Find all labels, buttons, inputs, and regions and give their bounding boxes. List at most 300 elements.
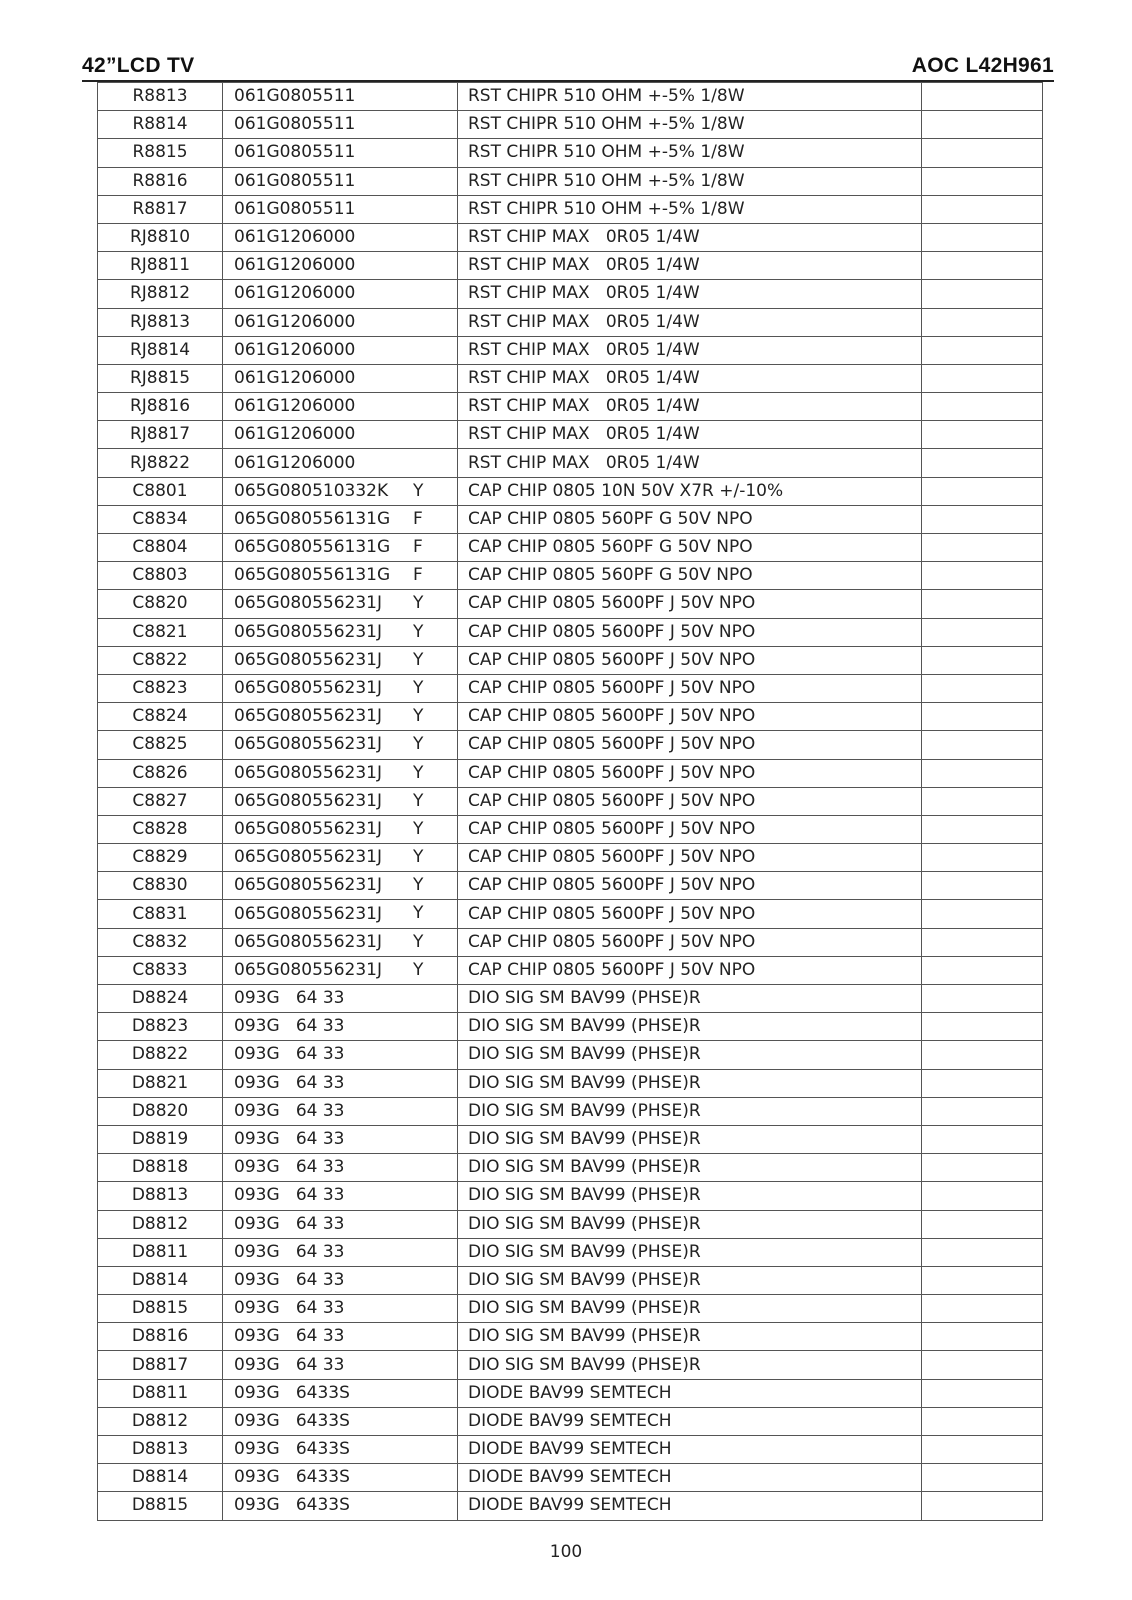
part-description: CAP CHIP 0805 5600PF J 50V NPO (458, 956, 922, 984)
note-cell (922, 1492, 1043, 1520)
part-description: DIO SIG SM BAV99 (PHSE)R (458, 1210, 922, 1238)
part-suffix: F (413, 565, 423, 586)
part-number: 093G 64 33 (234, 1298, 345, 1319)
part-number-cell (223, 1069, 458, 1097)
part-description: RST CHIP MAX 0R05 1/4W (458, 421, 922, 449)
part-number-cell (223, 1464, 458, 1492)
part-description: CAP CHIP 0805 560PF G 50V NPO (458, 505, 922, 533)
part-description: DIO SIG SM BAV99 (PHSE)R (458, 1013, 922, 1041)
ref-designator: R8815 (98, 139, 223, 167)
part-number-cell (223, 1041, 458, 1069)
part-number: 061G1206000 (234, 452, 356, 473)
note-cell (922, 985, 1043, 1013)
part-number: 093G 64 33 (234, 1072, 345, 1093)
part-number: 061G1206000 (234, 424, 356, 445)
part-number: 061G1206000 (234, 367, 356, 388)
part-number-cell (223, 1436, 458, 1464)
table-row (98, 195, 1043, 223)
part-number-cell (223, 759, 458, 787)
part-description: RST CHIP MAX 0R05 1/4W (458, 364, 922, 392)
part-suffix: Y (413, 762, 424, 783)
part-description: DIODE BAV99 SEMTECH (458, 1464, 922, 1492)
part-suffix: F (413, 508, 423, 529)
part-number-cell (223, 364, 458, 392)
part-number-cell (223, 1238, 458, 1266)
table-row (98, 167, 1043, 195)
part-number: 065G080510332K (234, 480, 389, 501)
part-number: 061G0805511 (234, 114, 356, 135)
part-number-cell (223, 393, 458, 421)
part-number-cell (223, 1013, 458, 1041)
ref-designator: D8817 (98, 1351, 223, 1379)
table-row (98, 590, 1043, 618)
part-description: DIODE BAV99 SEMTECH (458, 1407, 922, 1435)
ref-designator: C8825 (98, 731, 223, 759)
part-number: 093G 64 33 (234, 1044, 345, 1065)
part-number: 065G080556231J (234, 903, 382, 924)
part-number: 065G080556231J (234, 959, 382, 980)
table-row (98, 223, 1043, 251)
part-description: DIO SIG SM BAV99 (PHSE)R (458, 1125, 922, 1153)
part-number-cell (223, 815, 458, 843)
part-suffix: F (413, 537, 423, 557)
model-name: AOC L42H961 (911, 54, 1054, 77)
ref-designator: R8813 (98, 83, 223, 111)
table-row (98, 111, 1043, 139)
ref-designator: D8814 (98, 1464, 223, 1492)
ref-designator: C8820 (98, 590, 223, 618)
part-number: 065G080556131G (234, 565, 391, 586)
note-cell (922, 449, 1043, 477)
note-cell (922, 195, 1043, 223)
note-cell (922, 252, 1043, 280)
part-number-cell (223, 252, 458, 280)
note-cell (922, 364, 1043, 392)
note-cell (922, 872, 1043, 900)
part-description: DIO SIG SM BAV99 (PHSE)R (458, 1069, 922, 1097)
note-cell (922, 1125, 1043, 1153)
note-cell (922, 1238, 1043, 1266)
part-description: CAP CHIP 0805 5600PF J 50V NPO (458, 674, 922, 702)
table-row (98, 1154, 1043, 1182)
part-suffix: Y (413, 593, 424, 614)
part-number: 065G080556131G (234, 537, 391, 558)
part-number-cell (223, 674, 458, 702)
part-description: RST CHIPR 510 OHM +-5% 1/8W (458, 167, 922, 195)
ref-designator: C8801 (98, 477, 223, 505)
table-row (98, 1266, 1043, 1294)
ref-designator: D8822 (98, 1041, 223, 1069)
note-cell (922, 1097, 1043, 1125)
table-row (98, 1379, 1043, 1407)
table-row (98, 449, 1043, 477)
table-row (98, 900, 1043, 928)
note-cell (922, 787, 1043, 815)
part-description: CAP CHIP 0805 5600PF J 50V NPO (458, 759, 922, 787)
part-number: 065G080556231J (234, 762, 382, 783)
part-number-cell (223, 590, 458, 618)
part-number: 093G 64 33 (234, 1185, 345, 1206)
table-row (98, 844, 1043, 872)
table-row (98, 618, 1043, 646)
table-row (98, 1125, 1043, 1153)
note-cell (922, 1295, 1043, 1323)
note-cell (922, 1041, 1043, 1069)
part-description: DIO SIG SM BAV99 (PHSE)R (458, 1041, 922, 1069)
part-suffix: Y (413, 621, 424, 642)
part-description: RST CHIPR 510 OHM +-5% 1/8W (458, 83, 922, 111)
note-cell (922, 1069, 1043, 1097)
table-row (98, 1407, 1043, 1435)
part-number: 093G 6433S (234, 1410, 350, 1431)
part-number-cell (223, 703, 458, 731)
note-cell (922, 393, 1043, 421)
note-cell (922, 731, 1043, 759)
part-number-cell (223, 111, 458, 139)
table-row (98, 562, 1043, 590)
part-number-cell (223, 195, 458, 223)
part-number-cell (223, 505, 458, 533)
note-cell (922, 1182, 1043, 1210)
table-row (98, 252, 1043, 280)
part-number-cell (223, 1097, 458, 1125)
ref-designator: D8818 (98, 1154, 223, 1182)
part-description: CAP CHIP 0805 5600PF J 50V NPO (458, 787, 922, 815)
part-number: 065G080556231J (234, 875, 382, 896)
part-suffix: Y (413, 677, 424, 698)
part-number-cell (223, 985, 458, 1013)
part-description: CAP CHIP 0805 5600PF J 50V NPO (458, 900, 922, 928)
note-cell (922, 83, 1043, 111)
ref-designator: D8819 (98, 1125, 223, 1153)
ref-designator: RJ8812 (98, 280, 223, 308)
table-row (98, 815, 1043, 843)
ref-designator: D8815 (98, 1492, 223, 1520)
note-cell (922, 590, 1043, 618)
part-number: 093G 64 33 (234, 988, 345, 1009)
ref-designator: C8833 (98, 956, 223, 984)
table-row (98, 1464, 1043, 1492)
part-number-cell (223, 618, 458, 646)
note-cell (922, 477, 1043, 505)
ref-designator: C8804 (98, 534, 223, 562)
ref-designator: C8830 (98, 872, 223, 900)
ref-designator: C8827 (98, 787, 223, 815)
part-number-cell (223, 1154, 458, 1182)
note-cell (922, 562, 1043, 590)
part-number: 093G 64 33 (234, 1326, 345, 1347)
note-cell (922, 674, 1043, 702)
part-suffix: Y (413, 818, 424, 839)
ref-designator: D8812 (98, 1210, 223, 1238)
part-number: 061G0805511 (234, 142, 356, 163)
part-number: 065G080556231J (234, 847, 382, 868)
part-number-cell (223, 139, 458, 167)
note-cell (922, 1210, 1043, 1238)
note-cell (922, 1323, 1043, 1351)
part-description: DIO SIG SM BAV99 (PHSE)R (458, 985, 922, 1013)
part-number-cell (223, 534, 458, 562)
part-number: 065G080556231J (234, 931, 382, 952)
table-row (98, 1351, 1043, 1379)
part-number-cell (223, 223, 458, 251)
part-description: CAP CHIP 0805 5600PF J 50V NPO (458, 872, 922, 900)
ref-designator: D8824 (98, 985, 223, 1013)
note-cell (922, 646, 1043, 674)
ref-designator: D8815 (98, 1295, 223, 1323)
part-suffix: Y (413, 480, 424, 501)
note-cell (922, 111, 1043, 139)
part-description: CAP CHIP 0805 5600PF J 50V NPO (458, 703, 922, 731)
ref-designator: RJ8822 (98, 449, 223, 477)
part-description: DIO SIG SM BAV99 (PHSE)R (458, 1323, 922, 1351)
table-row (98, 280, 1043, 308)
table-row (98, 139, 1043, 167)
ref-designator: C8821 (98, 618, 223, 646)
part-number: 061G1206000 (234, 283, 356, 304)
table-row (98, 1238, 1043, 1266)
part-number: 061G1206000 (234, 339, 356, 360)
ref-designator: C8829 (98, 844, 223, 872)
part-number-cell (223, 562, 458, 590)
part-description: CAP CHIP 0805 5600PF J 50V NPO (458, 928, 922, 956)
part-number: 093G 64 33 (234, 1241, 345, 1262)
part-description: CAP CHIP 0805 560PF G 50V NPO (458, 534, 922, 562)
table-row (98, 1041, 1043, 1069)
part-number-cell (223, 336, 458, 364)
ref-designator: C8832 (98, 928, 223, 956)
ref-designator: C8831 (98, 900, 223, 928)
note-cell (922, 703, 1043, 731)
part-description: DIO SIG SM BAV99 (PHSE)R (458, 1266, 922, 1294)
part-number: 093G 64 33 (234, 1354, 345, 1375)
part-number-cell (223, 646, 458, 674)
note-cell (922, 223, 1043, 251)
table-row (98, 421, 1043, 449)
table-row (98, 872, 1043, 900)
part-number: 065G080556231J (234, 818, 382, 839)
ref-designator: D8811 (98, 1238, 223, 1266)
ref-designator: D8812 (98, 1407, 223, 1435)
part-description: RST CHIP MAX 0R05 1/4W (458, 308, 922, 336)
ref-designator: RJ8810 (98, 223, 223, 251)
ref-designator: R8814 (98, 111, 223, 139)
ref-designator: D8816 (98, 1323, 223, 1351)
note-cell (922, 618, 1043, 646)
part-number-cell (223, 900, 458, 928)
part-number-cell (223, 167, 458, 195)
part-description: RST CHIP MAX 0R05 1/4W (458, 223, 922, 251)
part-number-cell (223, 1492, 458, 1520)
part-number-cell (223, 1351, 458, 1379)
note-cell (922, 421, 1043, 449)
table-row (98, 364, 1043, 392)
ref-designator: C8828 (98, 815, 223, 843)
part-number: 065G080556231J (234, 790, 382, 811)
part-number-cell (223, 421, 458, 449)
part-number: 065G080556131G (234, 508, 391, 529)
ref-designator: R8817 (98, 195, 223, 223)
part-description: DIO SIG SM BAV99 (PHSE)R (458, 1097, 922, 1125)
note-cell (922, 759, 1043, 787)
part-suffix: Y (413, 734, 424, 755)
part-number-cell (223, 956, 458, 984)
part-number: 061G0805511 (234, 86, 356, 107)
part-number-cell (223, 1266, 458, 1294)
ref-designator: RJ8817 (98, 421, 223, 449)
ref-designator: D8811 (98, 1379, 223, 1407)
table-row (98, 1069, 1043, 1097)
note-cell (922, 1351, 1043, 1379)
part-description: CAP CHIP 0805 5600PF J 50V NPO (458, 618, 922, 646)
part-description: RST CHIP MAX 0R05 1/4W (458, 449, 922, 477)
table-row (98, 1097, 1043, 1125)
ref-designator: D8813 (98, 1182, 223, 1210)
ref-designator: RJ8813 (98, 308, 223, 336)
table-row (98, 1013, 1043, 1041)
part-number-cell (223, 872, 458, 900)
part-suffix: Y (413, 959, 424, 980)
part-description: DIO SIG SM BAV99 (PHSE)R (458, 1295, 922, 1323)
parts-table-body (98, 83, 1043, 1521)
part-number-cell (223, 844, 458, 872)
table-row (98, 308, 1043, 336)
part-number-cell (223, 731, 458, 759)
table-row (98, 674, 1043, 702)
table-row (98, 787, 1043, 815)
table-row (98, 646, 1043, 674)
part-number-cell (223, 1379, 458, 1407)
table-row (98, 1210, 1043, 1238)
part-suffix: Y (413, 931, 424, 952)
page-number: 100 (549, 1542, 583, 1562)
note-cell (922, 1436, 1043, 1464)
part-suffix: Y (413, 847, 424, 868)
part-description: DIODE BAV99 SEMTECH (458, 1436, 922, 1464)
part-description: RST CHIPR 510 OHM +-5% 1/8W (458, 139, 922, 167)
note-cell (922, 844, 1043, 872)
ref-designator: C8834 (98, 505, 223, 533)
part-description: RST CHIP MAX 0R05 1/4W (458, 252, 922, 280)
part-description: RST CHIP MAX 0R05 1/4W (458, 393, 922, 421)
part-description: RST CHIPR 510 OHM +-5% 1/8W (458, 195, 922, 223)
ref-designator: D8813 (98, 1436, 223, 1464)
part-number-cell (223, 928, 458, 956)
part-description: CAP CHIP 0805 5600PF J 50V NPO (458, 844, 922, 872)
part-number: 065G080556231J (234, 706, 382, 727)
ref-designator: D8821 (98, 1069, 223, 1097)
note-cell (922, 1266, 1043, 1294)
parts-table (97, 82, 1043, 1521)
part-description: DIO SIG SM BAV99 (PHSE)R (458, 1182, 922, 1210)
table-row (98, 534, 1043, 562)
part-number: 061G1206000 (234, 311, 356, 332)
part-description: DIO SIG SM BAV99 (PHSE)R (458, 1238, 922, 1266)
part-number: 061G0805511 (234, 198, 356, 219)
note-cell (922, 336, 1043, 364)
part-number-cell (223, 280, 458, 308)
part-description: DIODE BAV99 SEMTECH (458, 1492, 922, 1520)
part-number: 093G 6433S (234, 1467, 350, 1488)
part-number-cell (223, 1125, 458, 1153)
table-row (98, 985, 1043, 1013)
note-cell (922, 280, 1043, 308)
part-number-cell (223, 477, 458, 505)
part-number-cell (223, 308, 458, 336)
note-cell (922, 900, 1043, 928)
ref-designator: D8814 (98, 1266, 223, 1294)
table-row (98, 393, 1043, 421)
part-suffix: Y (413, 903, 424, 924)
ref-designator: RJ8816 (98, 393, 223, 421)
part-number: 093G 64 33 (234, 1016, 345, 1037)
table-row (98, 703, 1043, 731)
ref-designator: C8826 (98, 759, 223, 787)
part-number: 065G080556231J (234, 678, 382, 699)
part-number: 093G 64 33 (234, 1100, 345, 1121)
table-row (98, 1182, 1043, 1210)
note-cell (922, 815, 1043, 843)
part-number: 093G 6433S (234, 1382, 350, 1403)
ref-designator: RJ8811 (98, 252, 223, 280)
part-number-cell (223, 1210, 458, 1238)
ref-designator: R8816 (98, 167, 223, 195)
part-number: 093G 64 33 (234, 1157, 345, 1178)
table-row (98, 1492, 1043, 1520)
part-number-cell (223, 1295, 458, 1323)
part-number-cell (223, 1182, 458, 1210)
note-cell (922, 1013, 1043, 1041)
part-description: RST CHIP MAX 0R05 1/4W (458, 280, 922, 308)
table-row (98, 928, 1043, 956)
part-description: CAP CHIP 0805 10N 50V X7R +/-10% (458, 477, 922, 505)
part-description: CAP CHIP 0805 5600PF J 50V NPO (458, 815, 922, 843)
part-number: 061G0805511 (234, 170, 356, 191)
part-description: CAP CHIP 0805 560PF G 50V NPO (458, 562, 922, 590)
part-number: 061G1206000 (234, 255, 356, 276)
ref-designator: RJ8814 (98, 336, 223, 364)
part-number: 065G080556231J (234, 621, 382, 642)
part-description: CAP CHIP 0805 5600PF J 50V NPO (458, 646, 922, 674)
doc-title: 42”LCD TV (82, 54, 195, 77)
table-row (98, 336, 1043, 364)
ref-designator: C8803 (98, 562, 223, 590)
note-cell (922, 1407, 1043, 1435)
note-cell (922, 167, 1043, 195)
part-description: DIODE BAV99 SEMTECH (458, 1379, 922, 1407)
part-description: DIO SIG SM BAV99 (PHSE)R (458, 1154, 922, 1182)
part-suffix: Y (413, 875, 424, 896)
part-suffix: Y (413, 706, 424, 727)
table-row (98, 477, 1043, 505)
table-row (98, 1323, 1043, 1351)
note-cell (922, 928, 1043, 956)
note-cell (922, 956, 1043, 984)
part-description: CAP CHIP 0805 5600PF J 50V NPO (458, 731, 922, 759)
note-cell (922, 505, 1043, 533)
note-cell (922, 1154, 1043, 1182)
table-row (98, 731, 1043, 759)
note-cell (922, 1379, 1043, 1407)
table-row (98, 1436, 1043, 1464)
part-description: CAP CHIP 0805 5600PF J 50V NPO (458, 590, 922, 618)
ref-designator: D8823 (98, 1013, 223, 1041)
part-number-cell (223, 83, 458, 111)
page-header (82, 52, 1054, 82)
part-number: 065G080556231J (234, 734, 382, 755)
part-number: 093G 64 33 (234, 1213, 345, 1234)
part-description: RST CHIPR 510 OHM +-5% 1/8W (458, 111, 922, 139)
